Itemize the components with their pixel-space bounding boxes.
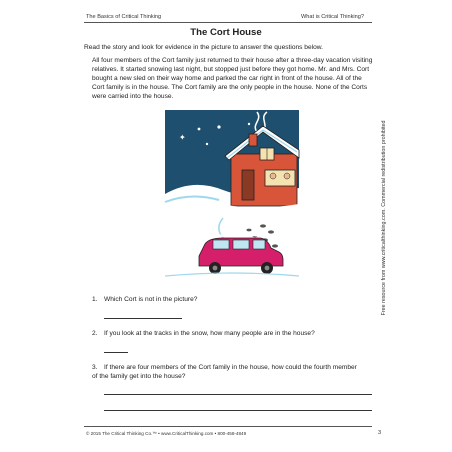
page-title: The Cort House — [190, 27, 262, 38]
winter-house-car-illustration — [163, 108, 301, 288]
answer-line-2[interactable] — [104, 352, 128, 353]
question-number: 3. — [92, 364, 98, 371]
house-door — [242, 170, 254, 200]
story-paragraph: All four members of the Cort family just returned to their house after a three-day vacation visiting relatives. It started snowing last night, but stopped just before they got home. Mr. and Mrs. Cort bought a new sled on their way home and parked the car right in front of the house. All of the Cort family is in the house. The Cort family are the only people in the house. None of the Corts were carried into the house. — [92, 57, 373, 100]
question-2 — [92, 330, 372, 339]
question-number: 2. — [92, 330, 98, 337]
answer-line-3b[interactable] — [104, 410, 372, 411]
answer-line-1[interactable] — [104, 318, 182, 319]
svg-text:✦: ✦ — [179, 133, 186, 142]
header-chapter-title: What is Critical Thinking? — [300, 14, 364, 20]
header-rule — [84, 22, 372, 23]
question-3 — [92, 364, 364, 382]
side-note-text: Free resource from www.criticalthinking.com. Commercial redistribution prohibited — [381, 120, 387, 316]
instructions: Read the story and look for evidence in the picture to answer the questions below. — [84, 44, 323, 51]
footer-copyright: © 2015 The Critical Thinking Co.™ • www.CriticalThinking.com • 800-458-4849 — [86, 431, 247, 436]
question-number: 1. — [92, 296, 98, 303]
chimney — [249, 134, 257, 146]
footer-rule — [84, 426, 372, 427]
question-text: If you look at the tracks in the snow, how many people are in the house? — [104, 330, 315, 337]
question-text: If there are four members of the Cort family in the house, how could the fourth member of the family get into the house? — [92, 364, 357, 380]
answer-line-3a[interactable] — [104, 394, 372, 395]
side-copyright-note — [380, 98, 388, 338]
page-number: 3 — [378, 430, 382, 436]
question-text: Which Cort is not in the picture? — [104, 296, 198, 303]
house-window-people — [265, 170, 295, 186]
header-book-title: The Basics of Critical Thinking — [86, 14, 162, 20]
question-1 — [92, 296, 372, 305]
